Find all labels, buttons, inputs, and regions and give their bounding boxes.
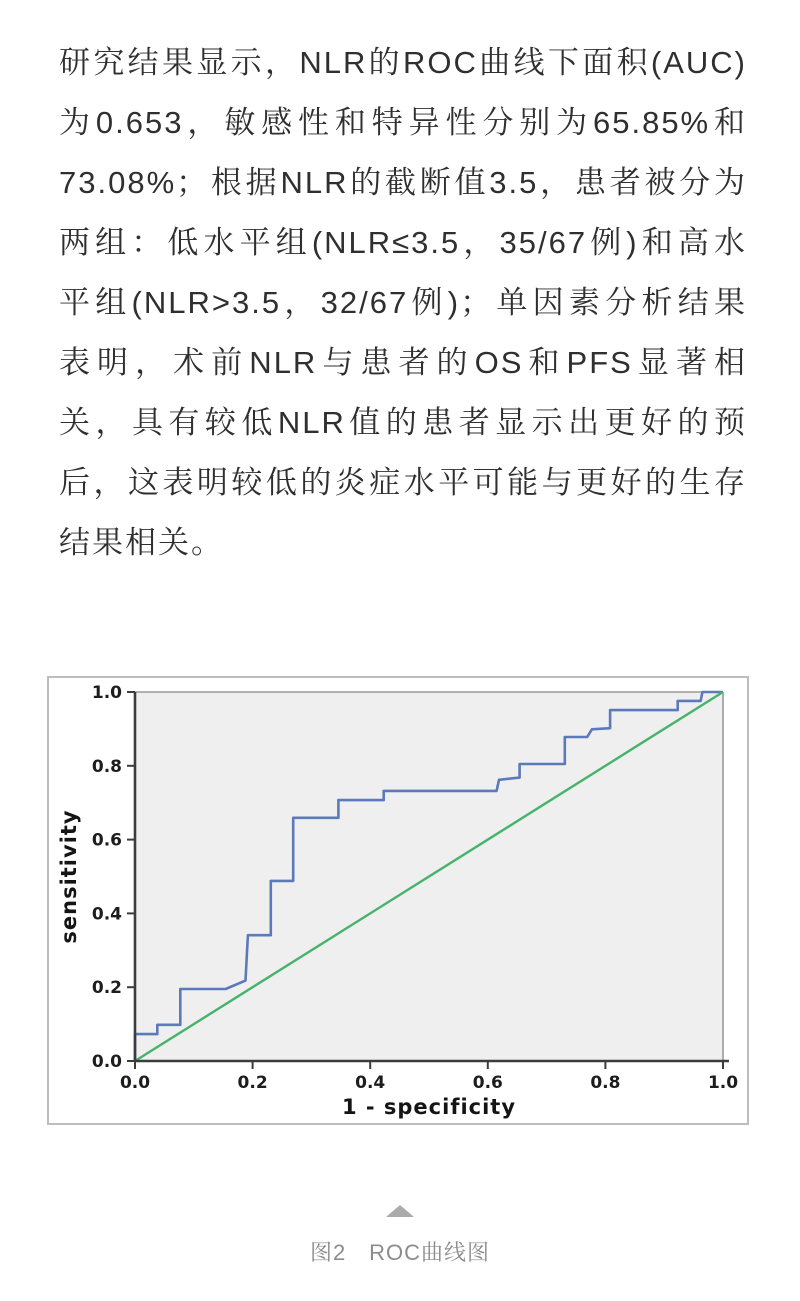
x-tick-label: 0.6 xyxy=(472,1073,503,1093)
y-axis-title: sensitivity xyxy=(57,809,81,944)
y-tick-label: 0.6 xyxy=(91,830,122,851)
collapse-triangle-icon xyxy=(386,1205,414,1217)
y-tick-label: 0.2 xyxy=(91,978,122,999)
paragraph-line: 结果相关。 xyxy=(59,525,224,560)
paragraph-line: 后，这表明较低的炎症水平可能与更好的生存 xyxy=(59,465,747,500)
paragraph-line: 为0.653，敏感性和特异性分别为65.85%和 xyxy=(59,105,747,140)
y-tick-label: 0.8 xyxy=(91,756,122,777)
x-tick-label: 0.8 xyxy=(590,1073,621,1093)
x-tick-label: 0.2 xyxy=(237,1073,268,1093)
paragraph-line: 两组：低水平组(NLR≤3.5，35/67例)和高水 xyxy=(59,225,747,260)
figure-caption: 图2 ROC曲线图 xyxy=(309,1240,491,1265)
y-tick-label: 0.0 xyxy=(91,1052,122,1072)
paragraph-line: 73.08%；根据NLR的截断值3.5，患者被分为 xyxy=(59,165,747,200)
paragraph-line: 关，具有较低NLR值的患者显示出更好的预 xyxy=(59,405,747,440)
paragraph-line: 研究结果显示，NLR的ROC曲线下面积(AUC) xyxy=(59,45,747,80)
x-tick-label: 1.0 xyxy=(707,1073,739,1093)
y-tick-label: 0.4 xyxy=(91,904,122,925)
x-tick-label: 0.4 xyxy=(355,1073,386,1093)
roc-chart-svg xyxy=(49,678,747,1123)
x-axis-title: 1 - specificity xyxy=(341,1095,517,1119)
paragraph-line: 平组(NLR>3.5，32/67例)；单因素分析结果 xyxy=(59,285,747,320)
paragraph-line: 表明，术前NLR与患者的OS和PFS显著相 xyxy=(59,345,747,380)
y-tick-label: 1.0 xyxy=(91,683,122,703)
roc-figure-panel xyxy=(47,676,749,1125)
body-paragraph xyxy=(59,33,747,573)
x-tick-label: 0.0 xyxy=(119,1073,151,1093)
